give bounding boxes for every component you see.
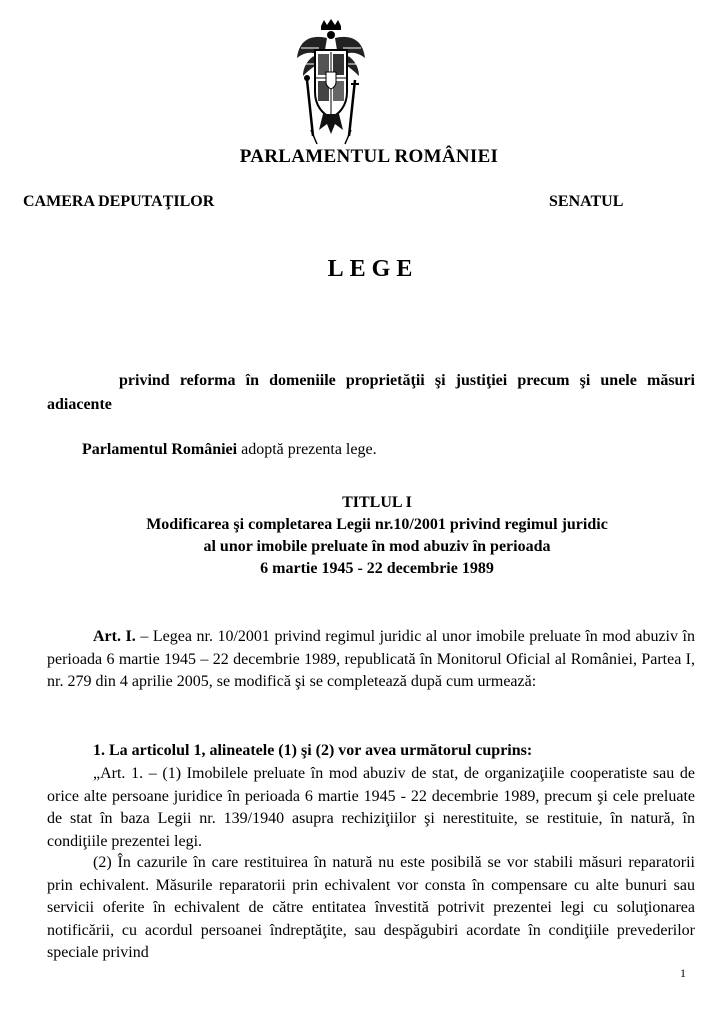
chamber-deputies-label: CAMERA DEPUTAŢILOR bbox=[23, 193, 215, 210]
title-line-3: al unor imobile preluate în mod abuziv în perioada bbox=[203, 538, 551, 555]
title-heading bbox=[47, 492, 707, 580]
parliament-heading: PARLAMENTUL ROMÂNIEI bbox=[239, 146, 499, 167]
coat-of-arms-image bbox=[291, 18, 371, 146]
document-type-title: LEGE bbox=[327, 256, 419, 282]
title-line-4: 6 martie 1945 - 22 decembrie 1989 bbox=[260, 560, 494, 577]
article-1-label: Art. I. bbox=[93, 628, 136, 645]
article-1 bbox=[47, 626, 695, 694]
article-1-text: – Legea nr. 10/2001 privind regimul juridic al unor imobile preluate în mod abuziv în perioada 6 martie 1945 – 22 decembrie 1989, republicată în Monitorul Oficial al României, Partea I, nr. 279 din 4 aprilie 2005, se modifică şi se completează după cum urmează: bbox=[47, 628, 695, 690]
paragraph-art1-al2: (2) În cazurile în care restituirea în natură nu este posibilă se vor stabili măsuri reparatorii prin echivalent. Măsurile reparatorii prin echivalent vor consta în compensare cu alte bunuri sau servicii oferite în echivalent de către entitatea învestită potrivit prezentei legi cu soluţionarea notificării, cu acordul persoanei îndreptăţite, sau despăgubiri acordate în condiţiile prevederilor speciale privind bbox=[47, 854, 695, 961]
page-number: 1 bbox=[680, 966, 686, 980]
senate-label: SENATUL bbox=[549, 193, 624, 210]
paragraph-art1-al1: „Art. 1. – (1) Imobilele preluate în mod abuziv de stat, de organizaţiile cooperatiste sau de orice alte persoane juridice în perioada 6 martie 1945 - 22 decembrie 1989, precum şi cele preluate de stat în baza Legii nr. 139/1940 asupra rechiziţiilor şi nerestituite, se restituie, în natură, în condiţiile prezentei legi. bbox=[47, 765, 695, 850]
law-subject: privind reforma în domeniile proprietăţii şi justiţiei precum şi unele măsuri adiacente bbox=[47, 372, 695, 413]
title-line-2: Modificarea şi completarea Legii nr.10/2001 privind regimul juridic bbox=[146, 516, 608, 533]
point-1-heading: 1. La articolul 1, alineatele (1) şi (2) vor avea următorul cuprins: bbox=[93, 742, 533, 759]
title-number: TITLUL I bbox=[342, 494, 412, 511]
adoption-statement bbox=[82, 441, 682, 459]
adoption-bold: Parlamentul României bbox=[82, 441, 238, 458]
adoption-rest: adoptă prezenta lege. bbox=[237, 441, 377, 458]
